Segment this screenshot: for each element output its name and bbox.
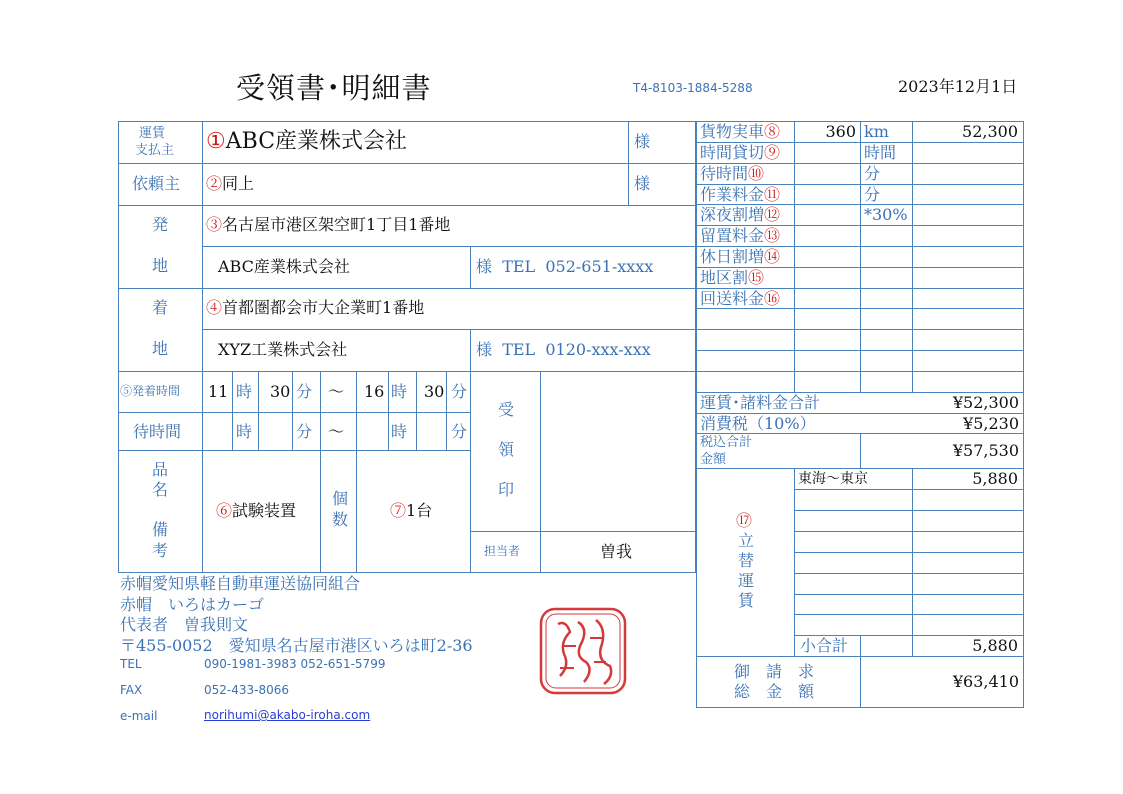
charge-unit: *30% bbox=[864, 205, 908, 224]
requester-sama: 様 bbox=[634, 174, 651, 193]
item-label: 品 bbox=[152, 460, 169, 479]
dest-tel: 様 TEL 0120-xxx-xxx bbox=[476, 340, 651, 359]
issuer-email-link[interactable]: norihumi@akabo-iroha.com bbox=[204, 708, 371, 722]
dest-label-2: 地 bbox=[152, 339, 169, 358]
issuer-address: 〒455-0052 愛知県名古屋市港区いろは町2-36 bbox=[120, 636, 473, 655]
grand-total-label: 御 請 求 bbox=[734, 662, 815, 681]
issuer-tel-label: TEL bbox=[120, 657, 142, 671]
end-minute-unit: 分 bbox=[451, 382, 468, 401]
end-hour-unit: 時 bbox=[391, 382, 408, 401]
charge-unit: 分 bbox=[864, 164, 881, 183]
advance-label-2: 替 bbox=[738, 551, 755, 570]
wait-hour-unit: 時 bbox=[236, 422, 253, 441]
issuer-fax-label: FAX bbox=[120, 683, 143, 697]
charge-label: 回送料金⑯ bbox=[700, 289, 781, 308]
charge-label: 時間貸切⑨ bbox=[700, 143, 781, 162]
issuer-line-3: 代表者 曽我則文 bbox=[120, 615, 249, 634]
wait-time-label: 待時間 bbox=[133, 422, 182, 441]
issuer-fax: 052-433-8066 bbox=[204, 683, 290, 697]
payer-label: 運賃 bbox=[139, 126, 166, 141]
issuer-email-label: e-mail bbox=[120, 709, 158, 723]
requester-label: 依頼主 bbox=[132, 174, 181, 193]
charge-label: 待時間⑩ bbox=[700, 164, 765, 183]
subtotal-label: 運賃･諸料金合計 bbox=[700, 393, 821, 412]
registration-number: T4-8103-1884-5288 bbox=[633, 81, 753, 95]
payer-name: ①ABC産業株式会社 bbox=[206, 129, 408, 154]
wait-minute-unit: 分 bbox=[296, 422, 313, 441]
issuer-line-2: 赤帽 いろはカーゴ bbox=[120, 595, 265, 614]
payer-label-2: 支払主 bbox=[135, 143, 175, 158]
receipt-label-3: 印 bbox=[498, 480, 515, 499]
remarks-label: 備 bbox=[152, 520, 169, 539]
remarks-label-2: 考 bbox=[152, 541, 169, 560]
page-title: 受領書･明細書 bbox=[236, 71, 432, 105]
advance-desc: 東海～東京 bbox=[798, 471, 868, 487]
origin-address: ③名古屋市港区架空町1丁目1番地 bbox=[206, 215, 451, 234]
charge-label: 留置料金⑬ bbox=[700, 226, 781, 245]
advance-subtotal-label: 小合計 bbox=[800, 636, 849, 655]
charge-label: 作業料金⑪ bbox=[700, 185, 781, 204]
charge-qty: 360 bbox=[825, 122, 856, 141]
start-hour: 11 bbox=[208, 382, 229, 401]
charge-label: 深夜割増⑫ bbox=[700, 205, 781, 224]
dest-company: XYZ工業株式会社 bbox=[218, 340, 348, 359]
taxin-label-2: 金額 bbox=[700, 452, 727, 467]
issuer-line-1: 赤帽愛知県軽自動車運送協同組合 bbox=[120, 574, 361, 593]
advance-amount: 5,880 bbox=[972, 469, 1018, 488]
end-hour: 16 bbox=[364, 382, 385, 401]
dest-address: ④首都圏都会市大企業町1番地 bbox=[206, 298, 425, 317]
advance-label-4: 賃 bbox=[738, 591, 755, 610]
charge-label: 貨物実車⑧ bbox=[700, 122, 781, 141]
charge-label: 地区割⑮ bbox=[700, 268, 765, 287]
company-seal-stamp bbox=[538, 606, 628, 696]
qty-label: 個 bbox=[332, 489, 349, 508]
advance-num: ⑰ bbox=[736, 511, 753, 530]
charge-unit: km bbox=[864, 122, 889, 141]
tax-label: 消費税（10%） bbox=[700, 414, 816, 433]
arrival-time-label: ⑤発着時間 bbox=[120, 384, 181, 398]
subtotal-amount: ¥52,300 bbox=[952, 393, 1019, 412]
taxin-amount: ¥57,530 bbox=[952, 441, 1019, 460]
receipt-label-2: 領 bbox=[498, 440, 515, 459]
time-tilde: ～ bbox=[328, 382, 345, 401]
grand-total-amount: ¥63,410 bbox=[952, 672, 1019, 691]
origin-tel: 様 TEL 052-651-xxxx bbox=[476, 257, 654, 276]
staff-name: 曽我 bbox=[600, 542, 633, 561]
end-minute: 30 bbox=[424, 382, 445, 401]
grand-total-label-2: 総 金 額 bbox=[734, 682, 815, 701]
start-minute: 30 bbox=[270, 382, 291, 401]
origin-label-2: 地 bbox=[152, 256, 169, 275]
wait-tilde: ～ bbox=[328, 422, 345, 441]
wait-end-minute-unit: 分 bbox=[451, 422, 468, 441]
advance-subtotal: 5,880 bbox=[972, 636, 1018, 655]
charge-label: 休日割増⑭ bbox=[700, 247, 781, 266]
staff-label: 担当者 bbox=[484, 544, 521, 558]
issuer-tel: 090-1981-3983 052-651-5799 bbox=[204, 657, 386, 671]
receipt-label: 受 bbox=[498, 400, 515, 419]
item-quantity: ⑦1台 bbox=[390, 501, 433, 520]
charge-unit: 時間 bbox=[864, 143, 897, 162]
qty-label-2: 数 bbox=[332, 510, 349, 529]
item-label-2: 名 bbox=[152, 480, 169, 499]
start-minute-unit: 分 bbox=[296, 382, 313, 401]
item-name: ⑥試験装置 bbox=[216, 501, 297, 520]
origin-label: 発 bbox=[152, 215, 169, 234]
origin-company: ABC産業株式会社 bbox=[218, 257, 350, 276]
dest-label: 着 bbox=[152, 298, 169, 317]
charge-amount: 52,300 bbox=[962, 122, 1018, 141]
wait-end-hour-unit: 時 bbox=[391, 422, 408, 441]
charge-unit: 分 bbox=[864, 185, 881, 204]
payer-sama: 様 bbox=[634, 132, 651, 151]
start-hour-unit: 時 bbox=[236, 382, 253, 401]
advance-label: 立 bbox=[738, 531, 755, 550]
requester-name: ②同上 bbox=[206, 174, 255, 193]
issue-date: 2023年12月1日 bbox=[898, 77, 1018, 96]
advance-label-3: 運 bbox=[738, 571, 755, 590]
taxin-label: 税込合計 bbox=[700, 435, 753, 450]
tax-amount: ¥5,230 bbox=[963, 414, 1019, 433]
